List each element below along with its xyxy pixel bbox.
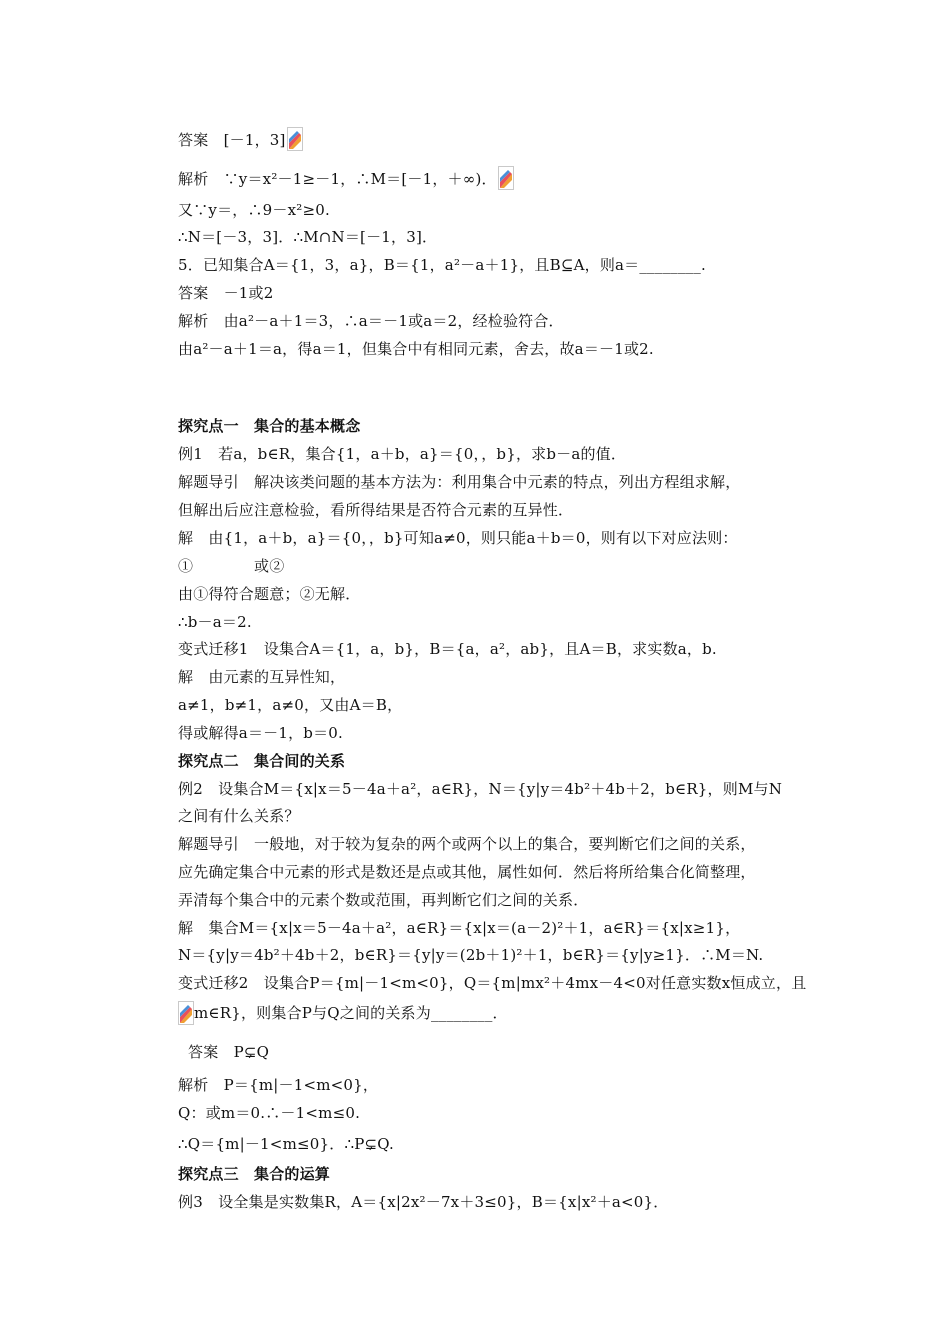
text-line: 解 集合M＝{x|x＝5－4a＋a²，a∈R}＝{x|x＝(a－2)²＋1，a∈R}＝{x|x≥1}，	[178, 919, 741, 937]
example-line: 例3 设全集是实数集R，A＝{x|2x²－7x＋3≤0}，B＝{x|x²＋a<0}．	[178, 1193, 669, 1211]
text-line: a≠1，b≠1，a≠0，又由A＝B，	[178, 696, 403, 714]
text-line: 但解出后应注意检验，看所得结果是否符合元素的互异性．	[178, 501, 574, 519]
text-line: ∴N＝[－3，3]．∴M∩N＝[－1，3]．	[178, 228, 438, 246]
text-line: ∴b－a＝2.	[178, 613, 252, 631]
image-placeholder-icon	[178, 1001, 194, 1025]
text-line: m∈R}，则集合P与Q之间的关系为________．	[194, 1004, 508, 1022]
text-line: 弄清每个集合中的元素个数或范围，再判断它们之间的关系．	[178, 891, 589, 909]
text-line: 解 由元素的互异性知，	[178, 668, 346, 686]
text-line: ∴Q＝{m|－1<m≤0}．∴P⊊Q.	[178, 1135, 394, 1153]
text-line: 应先确定集合中元素的形式是数还是点或其他，属性如何．然后将所给集合化简整理，	[178, 863, 756, 881]
image-placeholder-icon	[498, 166, 514, 190]
text-line: 得或解得a＝－1，b＝0.	[178, 724, 344, 742]
image-placeholder-icon	[287, 127, 303, 151]
exercise-line: 变式迁移1 设集合A＝{1，a，b}，B＝{a，a²，ab}，且A＝B，求实数a，b.	[178, 640, 717, 658]
text-line: 由a²－a＋1＝a，得a＝1，但集合中有相同元素，舍去，故a＝－1或2.	[178, 340, 654, 358]
analysis-line: 解析 ∵y＝x²－1≥－1，∴M＝[－1，＋∞)．	[178, 166, 514, 190]
text-line: 解 由{1，a＋b，a}＝{0，，b}可知a≠0，则只能a＋b＝0，则有以下对应法则：	[178, 529, 738, 547]
exercise-line: 变式迁移2 设集合P＝{m|－1<m<0}，Q＝{m|mx²＋4mx－4<0对任意实数x恒成立，且	[178, 974, 807, 992]
text-line: 之间有什么关系？	[178, 807, 300, 825]
text-line: N＝{y|y＝4b²＋4b＋2，b∈R}＝{y|y＝(2b＋1)²＋1，b∈R}＝{y|y≥1}．∴M＝N.	[178, 946, 764, 964]
text-line: 解题导引 一般地，对于较为复杂的两个或两个以上的集合，要判断它们之间的关系，	[178, 835, 756, 853]
text-line: Q：或m＝0.∴－1<m≤0.	[178, 1104, 361, 1122]
answer-line: 答案 P⊊Q	[188, 1043, 270, 1061]
text-line: ① 或②	[178, 557, 285, 575]
analysis-line: 解析 由a²－a＋1＝3，∴a＝－1或a＝2，经检验符合．	[178, 312, 564, 330]
section-heading: 探究点二 集合间的关系	[178, 752, 346, 770]
answer-line: 答案 [－1，3]	[178, 127, 303, 151]
example-line: 例2 设集合M＝{x|x＝5－4a＋a²，a∈R}，N＝{y|y＝4b²＋4b＋2，b∈R}，则M与N	[178, 780, 783, 798]
answer-line: 答案 －1或2	[178, 284, 274, 302]
analysis-line: 解析 P＝{m|－1<m<0}，	[178, 1076, 379, 1094]
section-heading: 探究点一 集合的基本概念	[178, 417, 361, 435]
question-line: 5．已知集合A＝{1，3，a}，B＝{1，a²－a＋1}，且B⊆A，则a＝________.	[178, 256, 706, 274]
text-line: 解题导引 解决该类问题的基本方法为：利用集合中元素的特点，列出方程组求解，	[178, 473, 741, 491]
text-line: 又∵y＝，∴9－x²≥0.	[178, 201, 330, 219]
section-heading: 探究点三 集合的运算	[178, 1165, 331, 1183]
example-line: 例1 若a，b∈R，集合{1，a＋b，a}＝{0，，b}，求b－a的值．	[178, 445, 627, 463]
text-line: 由①得符合题意；②无解．	[178, 585, 361, 603]
